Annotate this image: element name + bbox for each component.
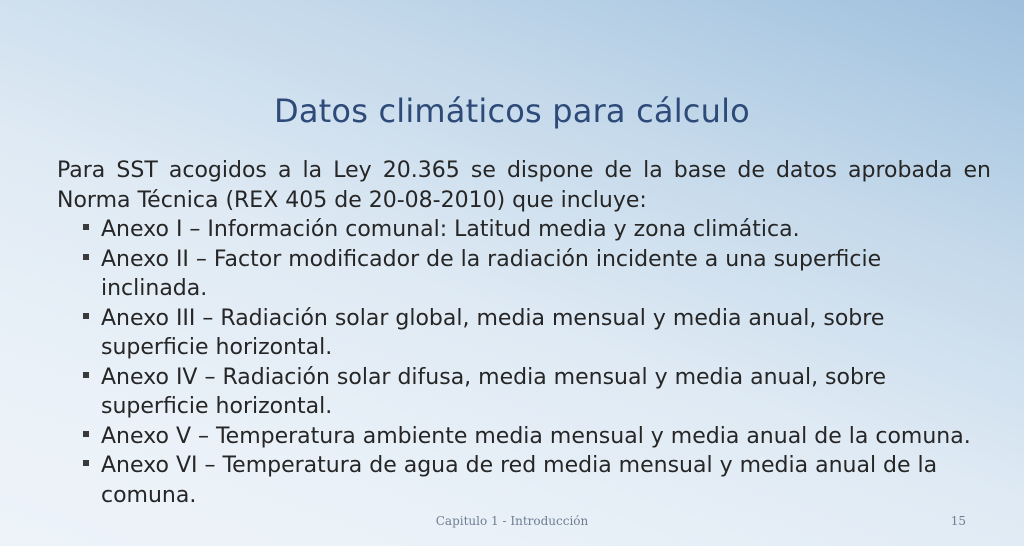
list-item-text: Anexo VI – Temperatura de agua de red media mensual y media anual de la comuna.	[101, 453, 938, 508]
list-item	[57, 451, 991, 510]
list-item	[57, 304, 991, 363]
square-bullet-icon	[83, 372, 89, 378]
square-bullet-icon	[83, 313, 89, 319]
footer-chapter-label: Capitulo 1 - Introducción	[435, 514, 589, 528]
list-item-text: Anexo V – Temperatura ambiente media mensual y media anual de la comuna.	[101, 423, 971, 449]
list-item	[57, 245, 991, 304]
list-item-text: Anexo IV – Radiación solar difusa, media mensual y media anual, sobre superficie horizontal.	[101, 364, 887, 419]
square-bullet-icon	[83, 224, 89, 230]
list-item	[57, 215, 991, 245]
square-bullet-icon	[83, 431, 89, 437]
intro-line-1: Para SST acogidos a la Ley 20.365 se dispone de la base de datos aprobada en	[57, 158, 991, 183]
page-number: 15	[950, 514, 966, 528]
list-item	[57, 422, 991, 452]
intro-paragraph	[57, 156, 991, 215]
annex-list	[57, 215, 991, 510]
list-item-text: Anexo I – Información comunal: Latitud media y zona climática.	[101, 217, 800, 242]
square-bullet-icon	[83, 460, 89, 466]
list-item-text: Anexo II – Factor modificador de la radiación incidente a una superficie inclinada.	[101, 246, 882, 301]
intro-line-2: Norma Técnica (REX 405 de 20-08-2010) que incluye:	[57, 187, 647, 213]
list-item	[57, 363, 991, 422]
slide-body	[57, 156, 991, 510]
slide-title: Datos climáticos para cálculo	[274, 92, 750, 130]
list-item-text: Anexo III – Radiación solar global, media mensual y media anual, sobre superficie horizontal.	[101, 305, 885, 360]
square-bullet-icon	[83, 254, 89, 260]
